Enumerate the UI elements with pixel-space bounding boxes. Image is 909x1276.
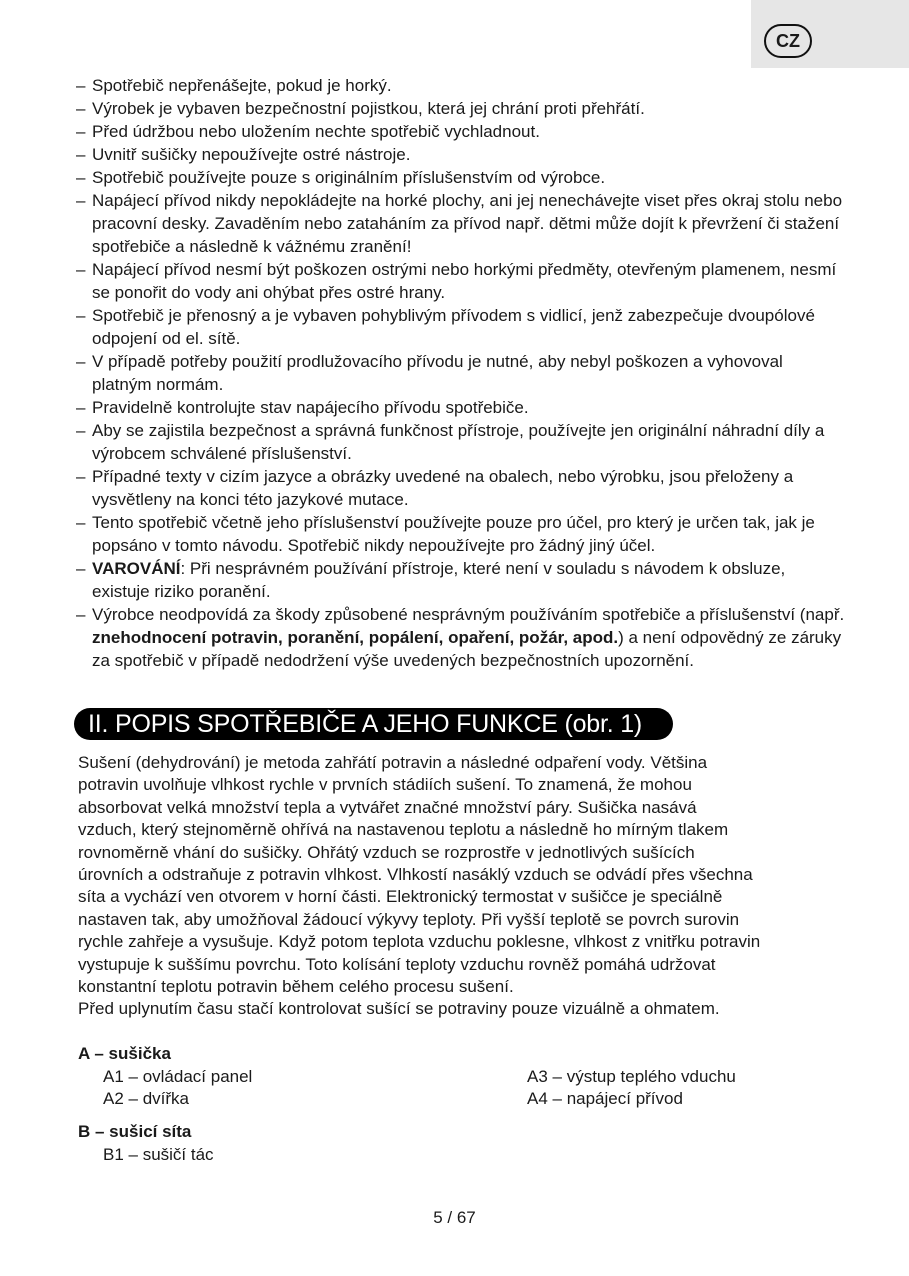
safety-bullet [76,143,846,166]
bullet-text: Spotřebič používejte pouze s originálním příslušenstvím od výrobce. [92,168,606,187]
bullet-dash: – [76,168,86,187]
bullet-dash: – [76,467,86,486]
bullet-text: Před údržbou nebo uložením nechte spotřebič vychladnout. [92,122,540,141]
description-text [78,752,848,1021]
description-line: rovnoměrně vhání do sušičky. Ohřátý vzduch se rozprostře v jednotlivých sušících [78,842,695,862]
description-line: vystupuje k suššímu povrchu. Toto kolísání teploty vzduchu rovněž pomáhá udržovat [78,954,716,974]
section-title: II. POPIS SPOTŘEBIČE A JEHO FUNKCE (obr. 1) [74,708,673,740]
description-line: úrovních a odstraňuje z potravin vlhkost. Vlhkostí nasáklý vzduch se odvádí přes všechna [78,865,753,885]
bullet-dash: – [76,99,86,118]
safety-bullet [76,120,846,143]
bullet-text: Spotřebič je přenosný a je vybaven pohyblivým přívodem s vidlicí, jenž zabezpečuje dvoupólové odpojení od el. sítě. [92,306,815,348]
language-badge: CZ [764,24,812,58]
bullet-dash: – [76,145,86,164]
safety-bullet [76,189,846,258]
bullet-dash: – [76,559,86,578]
bullet-text: : Při nesprávném používání přístroje, které není v souladu s návodem k obsluze, existuje riziko poranění. [92,559,786,601]
safety-bullet [76,465,846,511]
bullet-text: Napájecí přívod nikdy nepokládejte na horké plochy, ani jej nenechávejte viset přes okraj stolu nebo pracovní desky. Zavaděním nebo zataháním za přívod např. dětmi může dojít k převržení či stažení spotřebiče a následně k vážnému zranění! [92,191,843,256]
safety-bullet [76,603,846,672]
safety-bullet [76,97,846,120]
part-a2: A2 – dvířka [103,1089,189,1108]
bullet-dash: – [76,191,86,210]
safety-bullet [76,304,846,350]
description-line: Před uplynutím času stačí kontrolovat sušící se potraviny pouze vizuálně a ohmatem. [78,999,720,1019]
bullet-dash: – [76,605,86,624]
bullet-dash: – [76,306,86,325]
bullet-bold-text: VAROVÁNÍ [92,559,181,578]
description-line: nastaven tak, aby umožňoval žádoucí výkyvy teploty. Při vyšší teplotě se povrch surovin [78,909,740,929]
bullet-text: ) a není odpovědný ze záruky za spotřebič v případě nedodržení výše uvedených bezpečnostních upozornění. [92,628,842,670]
part-a4: A4 – napájecí přívod [527,1089,683,1108]
part-a1: A1 – ovládací panel [103,1067,253,1086]
description-line: potravin uvolňuje vlhkost rychle v prvních stádiích sušení. To znamená, že mohou [78,775,692,795]
description-line: konstantní teplotu potravin během celého procesu sušení. [78,977,514,997]
parts-a-title: A – sušička [78,1044,171,1063]
bullet-dash: – [76,352,86,371]
bullet-text: Napájecí přívod nesmí být poškozen ostrými nebo horkými předměty, otevřeným plamenem, nesmí se ponořit do vody ani ohýbat přes ostré hrany. [92,260,837,302]
safety-bullet [76,557,846,603]
bullet-text: V případě potřeby použití prodlužovacího přívodu je nutné, aby nebyl poškozen a vyhovoval platným normám. [92,352,783,394]
safety-bullet [76,166,846,189]
bullet-text: Výrobce neodpovídá za škody způsobené nesprávným používáním spotřebiče a příslušenství (např. [92,605,845,624]
bullet-text: Výrobek je vybaven bezpečnostní pojistkou, která jej chrání proti přehřátí. [92,99,645,118]
bullet-text: Spotřebič nepřenášejte, pokud je horký. [92,76,392,95]
bullet-dash: – [76,260,86,279]
description-line: síta a vychází ven otvorem v horní části. Elektronický termostat v sušičce je speciálně [78,887,723,907]
bullet-bold-text: znehodnocení potravin, poranění, popálení, opaření, požár, apod. [92,628,619,647]
bullet-text: Aby se zajistila bezpečnost a správná funkčnost přístroje, používejte jen originální náhradní díly a výrobcem schválené příslušenství. [92,421,825,463]
safety-bullet [76,419,846,465]
bullet-dash: – [76,513,86,532]
description-line: vzduch, který stejnoměrně ohřívá na nastavenou teplotu a následně ho mírným tlakem [78,820,729,840]
safety-bullet [76,511,846,557]
bullet-text: Uvnitř sušičky nepoužívejte ostré nástroje. [92,145,411,164]
bullet-text: Pravidelně kontrolujte stav napájecího přívodu spotřebiče. [92,398,529,417]
safety-bullet [76,396,846,419]
part-b1: B1 – sušičí tác [103,1145,214,1164]
safety-bullet-list [76,74,846,672]
bullet-text: Tento spotřebič včetně jeho příslušenství používejte pouze pro účel, pro který je určen tak, jak je popsáno v tomto návodu. Spotřebič nikdy nepoužívejte pro žádný jiný účel. [92,513,815,555]
bullet-text: Případné texty v cizím jazyce a obrázky uvedené na obalech, nebo výrobku, jsou přeloženy a vysvětleny na konci této jazykové mutace. [92,467,794,509]
parts-b-title: B – sušicí síta [78,1122,192,1141]
bullet-dash: – [76,398,86,417]
page-number: 5 / 67 [433,1208,476,1227]
safety-bullet [76,74,846,97]
description-line: Sušení (dehydrování) je metoda zahřátí potravin a následné odpaření vody. Většina [78,753,708,772]
part-a3: A3 – výstup teplého vduchu [527,1067,736,1086]
bullet-dash: – [76,76,86,95]
bullet-dash: – [76,421,86,440]
safety-bullet [76,350,846,396]
safety-bullet [76,258,846,304]
bullet-dash: – [76,122,86,141]
description-line: rychle zahřeje a vysušuje. Když potom teplota vzduchu poklesne, vlhkost z vnitřku potravin [78,932,761,952]
description-line: absorbovat velká množství tepla a vytvářet značné množství páry. Sušička nasává [78,797,697,817]
